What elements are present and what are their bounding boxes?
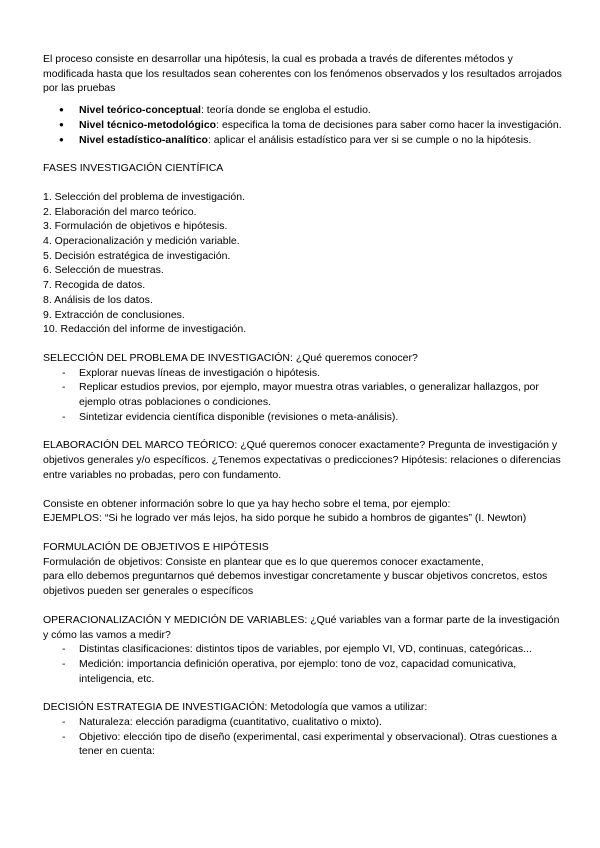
phase-item: 6. Selección de muestras. <box>43 264 164 277</box>
phase-item: 2. Elaboración del marco teórico. <box>43 205 197 218</box>
phase-item: 8. Análisis de los datos. <box>43 293 153 306</box>
list-item: - Medición: importancia definición operativa, por ejemplo: tono de voz, capacidad comunicativa, inteligencia, etc. <box>43 657 563 686</box>
operacionalizacion-section <box>43 613 563 687</box>
phase-item: 7. Recogida de datos. <box>43 279 146 292</box>
list-item: - Sintetizar evidencia científica disponible (revisiones o meta-análisis). <box>43 410 563 425</box>
level-term: Nivel teórico-conceptual <box>79 104 201 117</box>
formulacion-line: Formulación de objetivos: Consiste en plantear que es lo que queremos conocer exactamente, <box>43 555 484 568</box>
decision-heading: DECISIÓN ESTRATEGIA DE INVESTIGACIÓN: Metodología que vamos a utilizar: <box>43 701 428 714</box>
list-item: - Explorar nuevas líneas de investigación o hipótesis. <box>43 366 563 381</box>
level-term: Nivel estadístico-analítico <box>79 133 208 146</box>
phase-item: 3. Formulación de objetivos e hipótesis. <box>43 220 228 233</box>
seleccion-heading: SELECCIÓN DEL PROBLEMA DE INVESTIGACIÓN: ¿Qué queremos conocer? <box>43 351 418 364</box>
level-term: Nivel técnico-metodológico <box>79 118 217 131</box>
level-item <box>43 118 563 133</box>
level-desc: : especifica la toma de decisiones para saber como hacer la investigación. <box>216 118 562 131</box>
list-item: - Objetivo: elección tipo de diseño (experimental, casi experimental y observacional). Otras cuestiones a tener en cuenta: <box>43 730 563 759</box>
seleccion-section <box>43 351 563 425</box>
level-desc: : aplicar el análisis estadístico para ver si se cumple o no la hipótesis. <box>207 133 532 146</box>
marco-consiste: Consiste en obtener información sobre lo que ya hay hecho sobre el tema, por ejemplo: <box>43 497 451 510</box>
formulacion-section <box>43 540 563 599</box>
phases-list <box>43 190 563 337</box>
marco-paragraph: ELABORACIÓN DEL MARCO TEÓRICO: ¿Qué queremos conocer exactamente? Pregunta de investigación y objetivos generales y/o específicos. ¿Tenemos expectativas o predicciones? Hipótesis: relaciones o diferencias entre variables no probadas, pero con fundamento. <box>43 439 561 481</box>
decision-section <box>43 700 563 759</box>
document-page <box>43 52 563 773</box>
level-item <box>43 133 563 148</box>
phase-item: 1. Selección del problema de investigación. <box>43 190 245 203</box>
operacionalizacion-list <box>43 642 563 686</box>
phase-item: 5. Decisión estratégica de investigación. <box>43 249 231 262</box>
seleccion-list <box>43 366 563 425</box>
phases-heading: FASES INVESTIGACIÓN CIENTÍFICA <box>43 162 224 175</box>
list-item: - Naturaleza: elección paradigma (cuantitativo, cualitativo o mixto). <box>43 715 563 730</box>
intro-paragraph: El proceso consiste en desarrollar una hipótesis, la cual es probada a través de diferentes métodos y modificada hasta que los resultados sean coherentes con los fenómenos observados y los resultados arrojados por las pruebas <box>43 53 562 95</box>
list-item: - Distintas clasificaciones: distintos tipos de variables, por ejemplo VI, VD, continuas, categóricas... <box>43 642 563 657</box>
phase-item: 10. Redacción del informe de investigación. <box>43 323 247 336</box>
operacionalizacion-heading: OPERACIONALIZACIÓN Y MEDICIÓN DE VARIABLES: ¿Qué variables van a formar parte de la investigación y cómo las vamos a medir? <box>43 613 560 641</box>
levels-list <box>43 103 563 147</box>
level-desc: : teoría donde se engloba el estudio. <box>200 104 371 117</box>
formulacion-line: para ello debemos preguntarnos qué debemos investigar concretamente y buscar objetivos concretos, estos objetivos pueden ser generales o específicos <box>43 570 548 598</box>
formulacion-heading: FORMULACIÓN DE OBJETIVOS E HIPÓTESIS <box>43 540 269 553</box>
marco-ejemplos: EJEMPLOS: “Si he logrado ver más lejos, ha sido porque he subido a hombros de gigantes” (I. Newton) <box>43 512 527 525</box>
list-item: - Replicar estudios previos, por ejemplo, mayor muestra otras variables, o generalizar hallazgos, por ejemplo otras poblaciones o condiciones. <box>43 380 563 409</box>
decision-list <box>43 715 563 759</box>
phase-item: 9. Extracción de conclusiones. <box>43 308 185 321</box>
level-item <box>43 103 563 118</box>
phase-item: 4. Operacionalización y medición variable. <box>43 235 240 248</box>
marco-section <box>43 438 563 482</box>
marco-examples <box>43 497 563 526</box>
